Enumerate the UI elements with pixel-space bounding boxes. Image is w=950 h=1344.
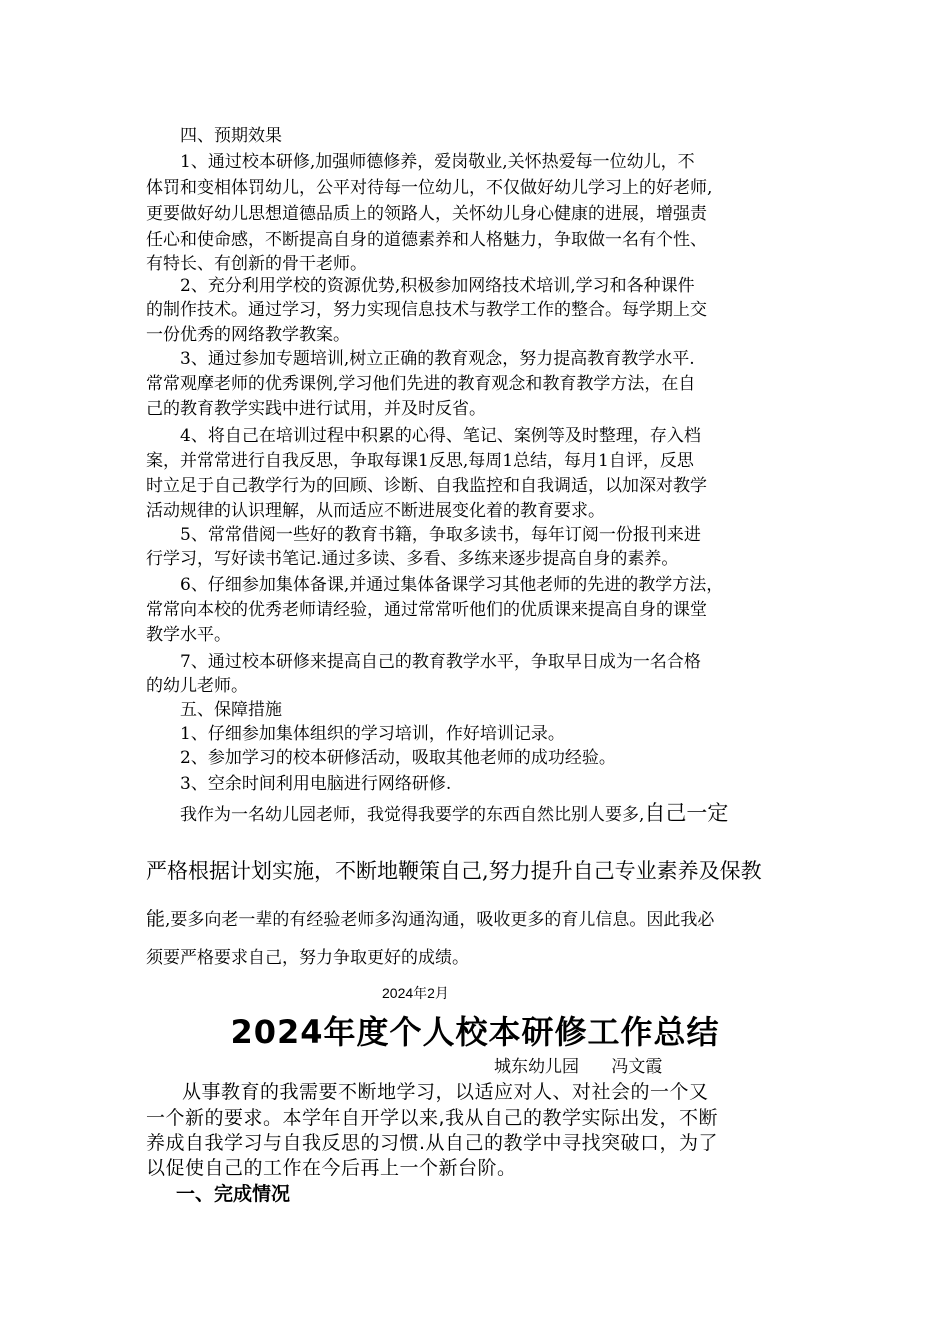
paragraph-line: 2、充分利用学校的资源优势,积极参加网络技术培训,学习和各种课件 [180,276,695,296]
section-heading-completion: 一、完成情况 [176,1183,291,1205]
closing-line [146,906,826,932]
intro-line: 一个新的要求。本学年自开学以来,我从自己的教学实际出发，不断 [146,1107,719,1129]
paragraph-line: 更要做好幼儿思想道德品质上的领路人，关怀幼儿身心健康的进展，增强责 [146,204,707,224]
paragraph-line: 6、仔细参加集体备课,并通过集体备课学习其他老师的先进的教学方法， [180,575,724,595]
paragraph-line: 一份优秀的网络教学教案。 [146,325,350,345]
section-heading-safeguards: 五、保障措施 [180,700,282,720]
document-date: 2024年2月 [382,985,449,1001]
intro-line: 以促使自己的工作在今后再上一个新台阶。 [146,1157,517,1179]
closing-line: 严格根据计划实施，不断地鞭策自己,努力提升自己专业素养及保教 [146,859,762,883]
paragraph-line: 体罚和变相体罚幼儿，公平对待每一位幼儿，不仅做好幼儿学习上的好老师, [146,178,713,198]
paragraph-line: 2、参加学习的校本研修活动，吸取其他老师的成功经验。 [180,748,616,768]
paragraph-line: 1、仔细参加集体组织的学习培训，作好培训记录。 [180,724,565,744]
closing-line: 须要严格要求自己，努力争取更好的成绩。 [146,948,469,968]
closing-text: 我作为一名幼儿园老师，我觉得我要学的东西自然比别人要多, [180,805,645,825]
section-heading-expected-results: 四、预期效果 [180,126,282,146]
paragraph-line: 时立足于自己教学行为的回顾、诊断、自我监控和自我调适，以加深对教学 [146,476,707,496]
paragraph-line: 案，并常常进行自我反思，争取每课1反思,每周1总结，每月1自评，反思 [146,451,694,471]
paragraph-line: 常常向本校的优秀老师请经验，通过常常听他们的优质课来提高自身的课堂 [146,600,707,620]
paragraph-line: 行学习，写好读书笔记.通过多读、多看、多练来逐步提高自身的素养。 [146,549,679,569]
paragraph-line: 己的教育教学实践中进行试用，并及时反省。 [146,399,486,419]
paragraph-line: 4、将自己在培训过程中积累的心得、笔记、案例等及时整理，存入档 [180,426,701,446]
closing-text-large: 自己一定 [644,801,729,825]
paragraph-line: 活动规律的认识理解，从而适应不断进展变化着的教育要求。 [146,501,605,521]
paragraph-line: 的制作技术。通过学习，努力实现信息技术与教学工作的整合。每学期上交 [146,300,707,320]
closing-text-large: 能 [146,908,166,930]
paragraph-line: 7、通过校本研修来提高自己的教育教学水平，争取早日成为一名合格 [180,652,701,672]
paragraph-line: 有特长、有创新的骨干老师。 [146,254,367,274]
intro-line: 从事教育的我需要不断地学习，以适应对人、对社会的一个又 [182,1081,709,1103]
author-line: 城东幼儿园 冯文霞 [494,1057,663,1077]
closing-line [180,798,860,828]
paragraph-line: 3、空余时间利用电脑进行网络研修. [180,774,452,794]
paragraph-line: 任心和使命感，不断提高自身的道德素养和人格魅力，争取做一名有个性、 [146,230,707,250]
paragraph-line: 的幼儿老师。 [146,676,248,696]
paragraph-line: 3、通过参加专题培训,树立正确的教育观念，努力提高教育教学水平. [180,349,695,369]
paragraph-line: 5、常常借阅一些好的教育书籍，争取多读书，每年订阅一份报刊来进 [180,525,701,545]
paragraph-line: 教学水平。 [146,625,231,645]
intro-line: 养成自我学习与自我反思的习惯.从自己的教学中寻找突破口，为了 [146,1132,719,1154]
paragraph-line: 1、通过校本研修,加强师德修养，爱岗敬业,关怀热爱每一位幼儿，不 [180,152,695,172]
paragraph-line: 常常观摩老师的优秀课例,学习他们先进的教育观念和教育教学方法，在自 [146,374,696,394]
closing-text: ,要多向老一辈的有经验老师多沟通沟通，吸收更多的育儿信息。因此我必 [165,910,715,930]
document-title: 2024年度个人校本研修工作总结 [230,1013,720,1051]
